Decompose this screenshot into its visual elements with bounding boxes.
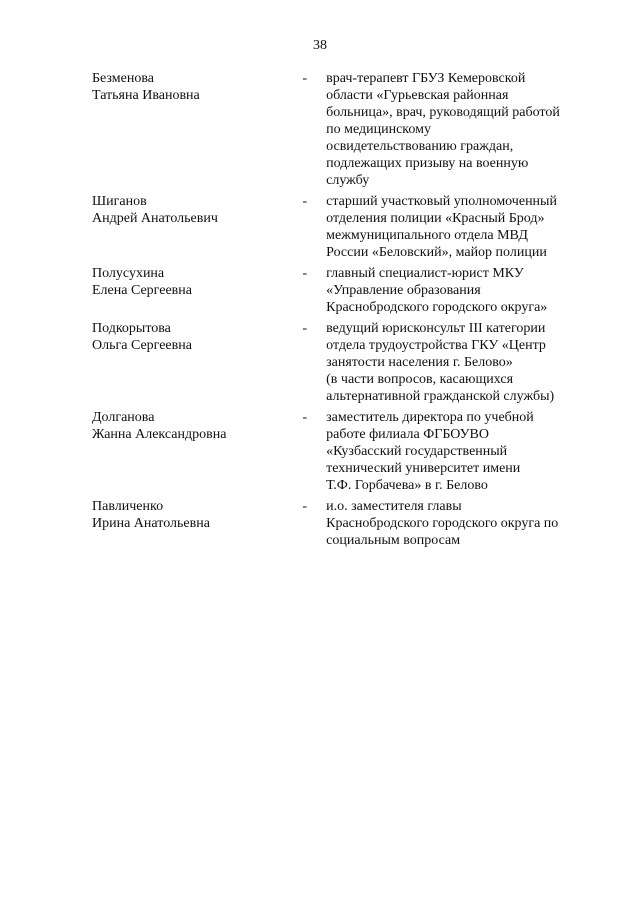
dash-separator: -: [302, 499, 307, 514]
position-line: технический университет имени: [326, 461, 521, 476]
member-surname: Павличенко: [92, 499, 164, 514]
position-line: «Кузбасский государственный: [326, 444, 508, 459]
member-surname: Полусухина: [92, 266, 165, 281]
member-given-name: Татьяна Ивановна: [92, 88, 200, 103]
member-given-name: Андрей Анатольевич: [92, 211, 218, 226]
member-surname: Шиганов: [92, 194, 147, 209]
member-position: [326, 265, 592, 316]
position-line: по медицинскому: [326, 122, 431, 137]
member-entry: [92, 193, 592, 261]
position-line: подлежащих призыву на военную: [326, 156, 529, 171]
member-surname: Долганова: [92, 410, 155, 425]
position-line: старший участковый уполномоченный: [326, 194, 557, 209]
position-line: больница», врач, руководящий работой: [326, 105, 560, 120]
position-line: отдела трудоустройства ГКУ «Центр: [326, 338, 546, 353]
position-line: заместитель директора по учебной: [326, 410, 534, 425]
position-line: альтернативной гражданской службы): [326, 389, 555, 404]
member-given-name: Ольга Сергеевна: [92, 338, 192, 353]
member-entry: [92, 498, 592, 549]
position-line: России «Беловский», майор полиции: [326, 245, 547, 260]
position-line: межмуниципального отдела МВД: [326, 228, 528, 243]
member-given-name: Ирина Анатольевна: [92, 516, 210, 531]
member-entry: [92, 265, 592, 316]
position-line: области «Гурьевская районная: [326, 88, 509, 103]
member-name: [92, 409, 302, 494]
dash-separator: -: [302, 266, 307, 281]
position-line: занятости населения г. Белово»: [326, 355, 513, 370]
dash-separator: -: [302, 321, 307, 336]
position-line: «Управление образования: [326, 283, 481, 298]
dash-separator: -: [302, 194, 307, 209]
position-line: работе филиала ФГБОУВО: [326, 427, 489, 442]
member-position: [326, 193, 592, 261]
position-line: освидетельствованию граждан,: [326, 139, 514, 154]
member-given-name: Жанна Александровна: [92, 427, 227, 442]
member-name: [92, 193, 302, 261]
position-line: отделения полиции «Красный Брод»: [326, 211, 545, 226]
position-line: Краснобродского городского округа»: [326, 300, 548, 315]
position-line: врач-терапевт ГБУЗ Кемеровской: [326, 71, 526, 86]
member-name: [92, 498, 302, 549]
position-line: социальным вопросам: [326, 533, 461, 548]
member-name: [92, 70, 302, 189]
member-surname: Безменова: [92, 71, 154, 86]
member-name: [92, 265, 302, 316]
member-name: [92, 320, 302, 405]
member-position: [326, 320, 592, 405]
position-line: (в части вопросов, касающихся: [326, 372, 514, 387]
member-position: [326, 498, 592, 549]
member-entry: [92, 320, 592, 405]
position-line: Т.Ф. Горбачева» в г. Белово: [326, 478, 488, 493]
position-line: Краснобродского городского округа по: [326, 516, 559, 531]
position-line: главный специалист-юрист МКУ: [326, 266, 524, 281]
position-line: и.о. заместителя главы: [326, 499, 462, 514]
dash-separator: -: [302, 410, 307, 425]
page-number: 38: [313, 38, 327, 53]
member-position: [326, 409, 592, 494]
dash-separator: -: [302, 71, 307, 86]
position-line: службу: [326, 173, 370, 188]
member-list: [92, 70, 592, 553]
position-line: ведущий юрисконсульт III категории: [326, 321, 546, 336]
member-surname: Подкорытова: [92, 321, 171, 336]
member-position: [326, 70, 592, 189]
member-given-name: Елена Сергеевна: [92, 283, 192, 298]
member-entry: [92, 70, 592, 189]
member-entry: [92, 409, 592, 494]
